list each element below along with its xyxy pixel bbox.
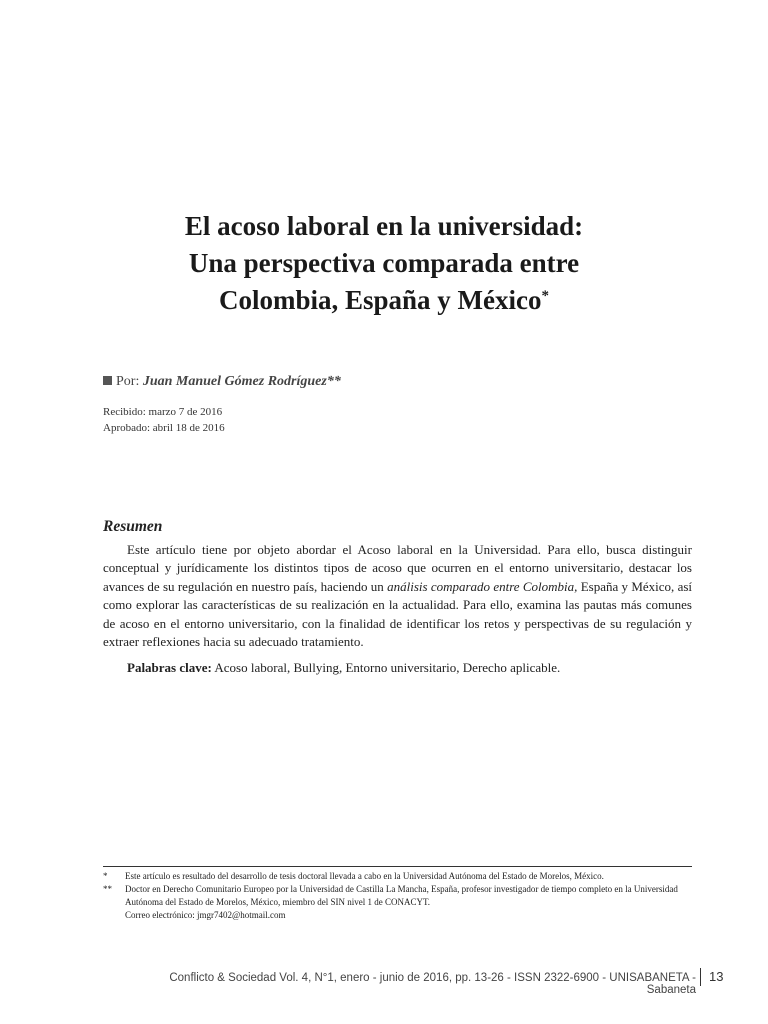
received-date: Recibido: marzo 7 de 2016 [103,406,223,418]
footnote-2 [103,883,692,909]
footnote-mark [103,909,125,922]
footnote-mark: ** [103,884,112,894]
keywords-paragraph [103,659,692,677]
article-title [0,208,768,319]
abstract-paragraph [103,541,692,651]
title-line-1: El acoso laboral en la universidad: [184,211,584,241]
bullet-square-icon [103,376,112,385]
approved-date: Aprobado: abril 18 de 2016 [103,422,225,434]
footnote-text: Este artículo es resultado del desarrollo de tesis doctoral llevada a cabo en la Universidad Autónoma del Estado de Morelos, México. [125,871,604,881]
abstract-text-2: España y México, así como explorar las características de su realización en la actualidad. Para ello, examina las pautas más comunes de acoso en el entorno universitario, con la finalidad de identificar los retos y perspectivas de su regulación y extraer reflexiones hacia su adecuado tratamiento. [103,578,693,650]
keywords-label: Palabras clave: [127,660,212,676]
abstract-text-italic: análisis comparado entre Colombia, [387,578,578,594]
author-name: Juan Manuel Gómez Rodríguez [142,374,327,389]
footnote-text: Doctor en Derecho Comunitario Europeo por la Universidad de Castilla La Mancha, España, profesor investigador de tiempo completo en la Universidad Autónoma del Estado de Morelos, México, miembro del SIN nivel 1 de CONACYT. [125,884,678,907]
abstract-text-1: Este artículo tiene por objeto abordar el Acoso laboral en la Universidad. Para ello, busca distinguir conceptual y jurídicamente los distintos tipos de acoso que ocurren en el entorno universitario, destacar los avances de su regulación en nuestro país, haciendo un [103,542,692,594]
keywords-list: Acoso laboral, Bullying, Entorno universitario, Derecho aplicable. [214,660,561,676]
footnote-email [103,909,692,922]
journal-citation: Conflicto & Sociedad Vol. 4, N°1, enero - junio de 2016, pp. 13-26 - ISSN 2322-6900 - UNISABANETA - Sabaneta [169,972,696,996]
footnote-mark: * [103,871,108,881]
footnote-divider [103,866,692,867]
title-footnote-marker: * [541,288,549,304]
page-number: 13 [700,968,723,986]
article-dates [103,404,225,436]
footnote-1 [103,870,692,883]
abstract-heading: Resumen [103,518,163,535]
footnote-text: Correo electrónico: jmgr7402@hotmail.com [125,910,286,920]
title-line-2: Una perspectiva comparada entre [188,248,580,278]
title-line-3 [0,282,768,319]
author-line [103,374,341,390]
author-prefix: Por: [116,374,140,389]
abstract-body [103,541,692,678]
title-line-3-text: Colombia, España y México [218,285,542,315]
footnotes [103,870,692,922]
author-footnote-marker: ** [326,374,341,389]
